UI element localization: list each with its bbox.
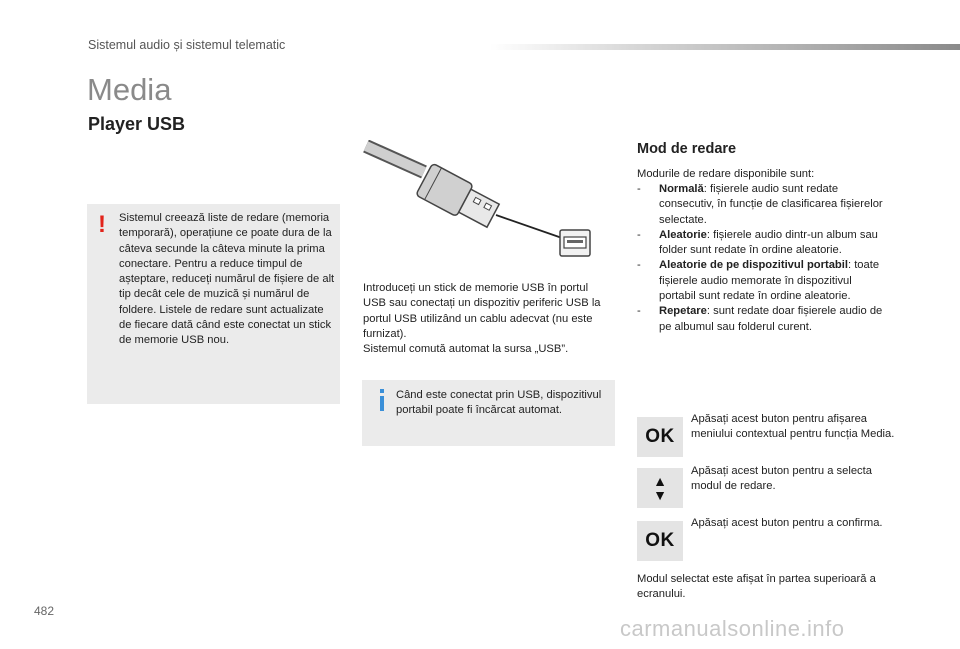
- ok-label: OK: [645, 426, 675, 447]
- watermark: carmanualsonline.info: [620, 616, 845, 641]
- arrows-button-description: Apăsați acest buton pentru a selecta modul de redare.: [691, 465, 872, 493]
- arrow-up-icon: ▲: [653, 473, 667, 489]
- page-subtitle: Player USB: [88, 114, 186, 134]
- ok-confirm-description: Apăsați acest buton pentru a confirma.: [691, 517, 883, 529]
- warning-icon: !: [98, 211, 106, 238]
- up-down-arrows-icon: [637, 468, 683, 508]
- mode-term: Normală: [659, 183, 704, 195]
- ok-button-icon: [637, 417, 683, 457]
- mode-item-random-device: - Aleatorie de pe dispozitivul portabil: toate fișierele audio memorate în dispozitivul portabil sunt redate în ordine aleatorie.: [637, 259, 880, 303]
- header-gradient-bar: [490, 44, 960, 50]
- page-number: 482: [34, 604, 55, 618]
- ok-button-description: Apăsați acest buton pentru afișarea meniului contextual pentru funcția Media.: [691, 413, 895, 441]
- mode-desc: : sunt redate doar fișierele audio de pe albumul sau folderul curent.: [659, 305, 883, 333]
- usb-intro-text: [363, 281, 613, 357]
- page-title: Media: [87, 72, 172, 107]
- mode-item-repeat: - Repetare: sunt redate doar fișierele audio de pe albumul sau folderul curent.: [637, 305, 883, 333]
- header-section-title: Sistemul audio și sistemul telematic: [88, 38, 286, 52]
- info-icon: [372, 388, 392, 412]
- mode-term: Repetare: [659, 305, 707, 318]
- mode-item-random: - Aleatorie: fișierele audio dintr-un album sau folder sunt redate în ordine aleatorie.: [637, 228, 878, 257]
- mode-term: Aleatorie de pe dispozitivul portabil: [659, 259, 848, 272]
- info-text: Când este conectat prin USB, dispozitivul portabil poate fi încărcat automat.: [396, 389, 602, 417]
- usb-stick-illustration: [362, 140, 594, 265]
- arrow-down-icon: ▼: [653, 487, 667, 503]
- ok-confirm-button-icon: [637, 521, 683, 561]
- mode-desc: : fișierele audio dintr-un album sau folder sunt redate în ordine aleatorie.: [659, 228, 878, 257]
- mode-desc: : fișierele audio sunt redate consecutiv, în funcție de clasificarea fișierelor selectate.: [659, 183, 883, 226]
- warning-text: Sistemul creează liste de redare (memoria temporară), operațiune ce poate dura de la câteva secunde la câteva minute la prima conectare. Pentru a reduce timpul de așteptare, reduceți numărul de fișiere de alt tip decât cele de muzică și numărul de foldere. Listele de redare sunt actualizate de fiecare dată când este conectat un stick de memorie USB nou.: [119, 212, 335, 347]
- footnote: Modul selectat este afișat în partea superioară a ecranului.: [637, 573, 876, 601]
- ok-label: OK: [645, 530, 675, 551]
- mode-desc: : toate fișierele audio memorate în dispozitivul portabil sunt redate în ordine aleatorie.: [659, 259, 880, 303]
- modes-intro: Modurile de redare disponibile sunt:: [637, 168, 815, 180]
- usb-intro-line-2: Sistemul comută automat la sursa „USB”.: [363, 343, 569, 356]
- usb-intro-line-1: Introduceți un stick de memorie USB în portul USB sau conectați un dispozitiv periferic USB la portul USB utilizând un cablu adecvat (nu este furnizat).: [363, 282, 601, 340]
- mode-term: Aleatorie: [659, 228, 707, 241]
- modes-title: Mod de redare: [637, 141, 737, 157]
- mode-item-normal: - Normală: fișierele audio sunt redate consecutiv, în funcție de clasificarea fișierelor selectate.: [637, 183, 883, 226]
- modes-list: [637, 182, 887, 335]
